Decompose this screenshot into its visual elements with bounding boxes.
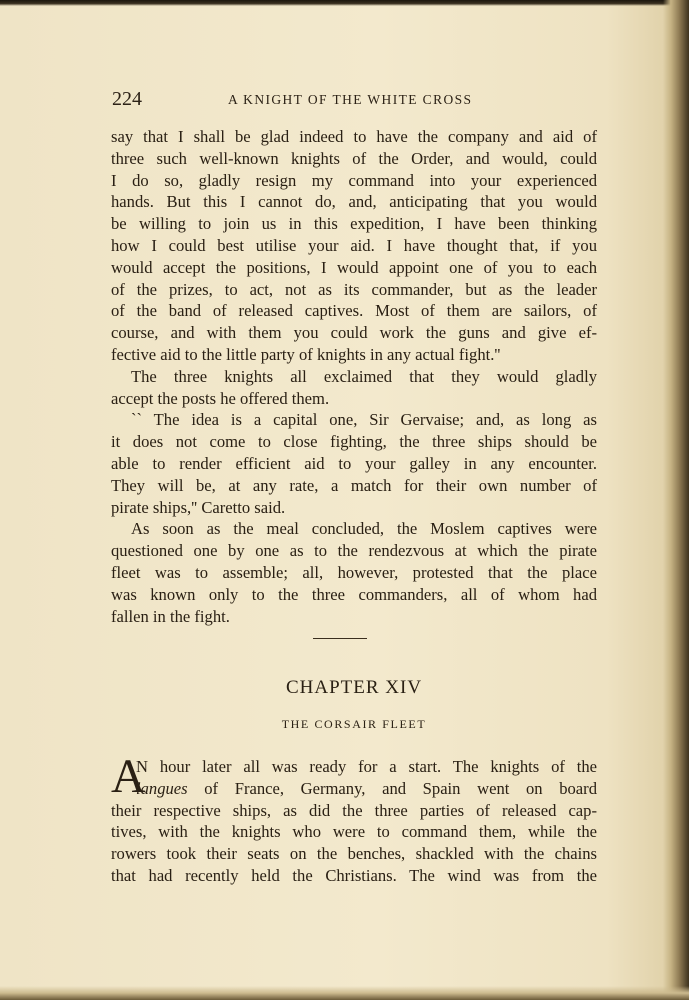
running-head [112, 88, 598, 112]
text-line: They will be, at any rate, a match for their own number of [111, 475, 597, 495]
text-line: rowers took their seats on the benches, shackled with the chains [111, 844, 597, 864]
text-line: fleet was to assemble; all, however, protested that the place [111, 562, 597, 582]
text-line: how I could best utilise your aid. I have thought that, if you [111, 235, 597, 255]
text-line: The three knights all exclaimed that they would gladly [131, 366, 597, 386]
text-line: three such well-known knights of the Order, and would, could [111, 148, 597, 168]
italic-word: langues [136, 778, 188, 798]
text-fragment: of France, Germany, and Spain went on board [187, 778, 597, 798]
text-line: their respective ships, as did the three parties of released cap- [111, 800, 597, 820]
text-line: it does not come to close fighting, the three ships should be [111, 432, 597, 452]
text-line: `` The idea is a capital one, Sir Gervaise; and, as long as [131, 410, 597, 430]
text-line: fallen in the fight. [111, 606, 230, 626]
drop-cap: A [111, 750, 146, 803]
section-divider [313, 638, 367, 639]
text-line: that had recently held the Christians. The wind was from the [111, 865, 597, 885]
text-line: I do so, gladly resign my command into your experienced [111, 170, 597, 190]
text-line: be willing to join us in this expedition, I have been thinking [111, 214, 597, 234]
page-right-edge [663, 0, 689, 1000]
text-line: questioned one by one as to the rendezvous at which the pirate [111, 541, 597, 561]
text-line: hands. But this I cannot do, and, anticipating that you would [111, 192, 597, 212]
text-line: As soon as the meal concluded, the Moslem captives were [131, 519, 597, 539]
text-line: was known only to the three commanders, all of whom had [111, 584, 597, 604]
text-line: tives, with the knights who were to command them, while the [111, 822, 597, 842]
running-title: A KNIGHT OF THE WHITE CROSS [228, 92, 473, 107]
text-line: course, and with them you could work the guns and give ef- [111, 323, 597, 343]
page-number: 224 [112, 88, 142, 110]
chapter-opening-text [111, 750, 597, 887]
text-line: able to render efficient aid to your galley in any encounter. [111, 453, 597, 473]
text-line: fective aid to the little party of knights in any actual fight.'' [111, 344, 501, 364]
text-line: would accept the positions, I would appoint one of you to each [111, 257, 597, 277]
text-line: accept the posts he offered them. [111, 388, 330, 408]
page-top-edge [0, 0, 689, 6]
text-line [111, 778, 597, 800]
page-bottom-edge [0, 986, 689, 1000]
text-line: of the prizes, to act, not as its commander, but as the leader [111, 279, 597, 299]
body-text [111, 126, 597, 627]
chapter-title: CHAPTER XIV [285, 677, 423, 698]
text-line: say that I shall be glad indeed to have the company and aid of [111, 127, 597, 146]
text-line: pirate ships,'' Caretto said. [111, 497, 286, 517]
chapter-subtitle: THE CORSAIR FLEET [281, 717, 427, 731]
text-line: of the band of released captives. Most of them are sailors, of [111, 301, 597, 321]
text-line: N hour later all was ready for a start. The knights of the [136, 757, 597, 776]
